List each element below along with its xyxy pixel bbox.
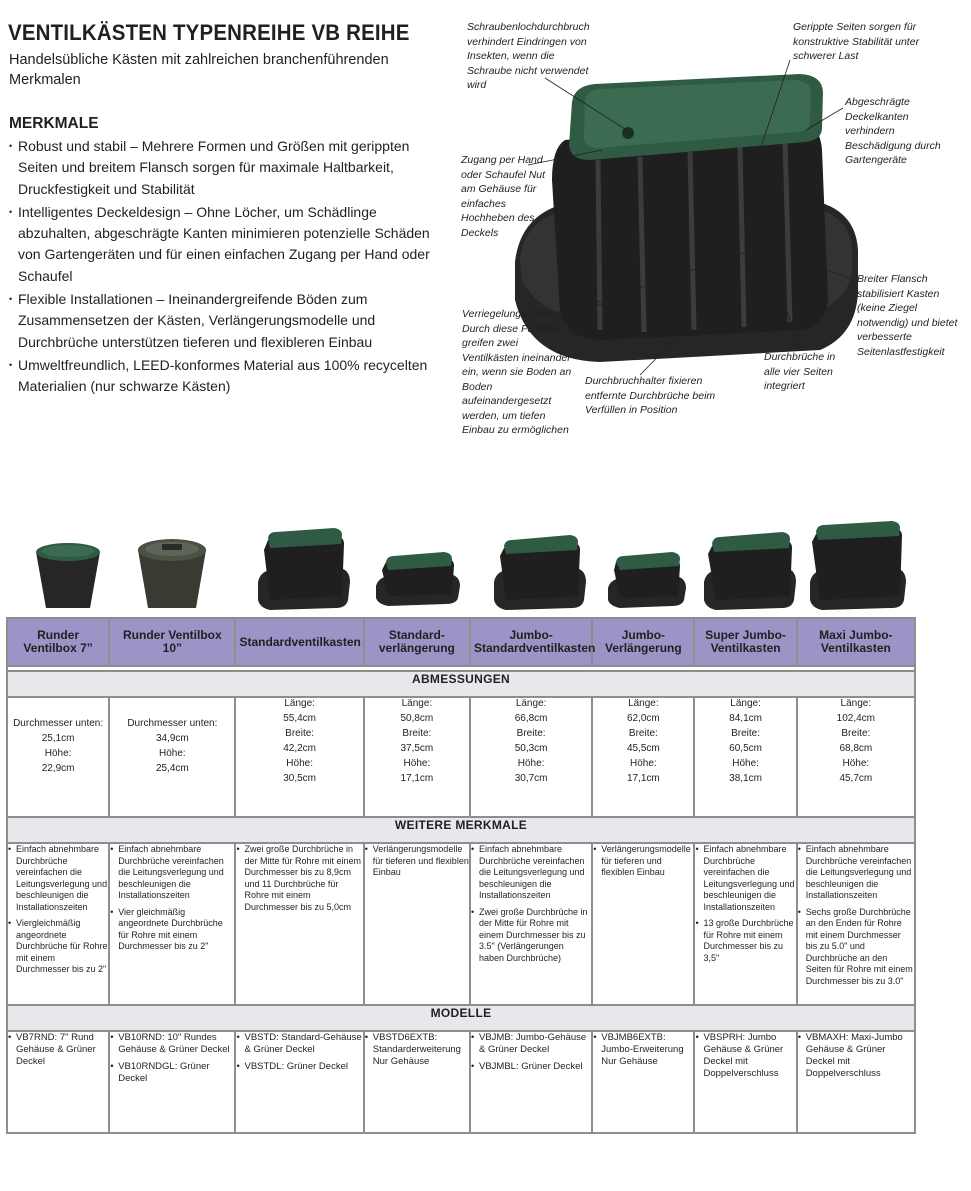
feature-bullet: • Einfach abnehmbare Durchbrüche vereinfachen die Leitungsverlegung und beschleunigen die Installationszeiten xyxy=(8,844,108,913)
page-subtitle: Handelsübliche Kästen mit zahlreichen branchenführenden Merkmalen xyxy=(9,52,389,88)
callout-interlock: Verriegelungsfunktion Durch diese Funktion greifen zwei Ventilkästen ineinander ein, wenn sie Boden an Boden aufeinandergesetzt werden, um tiefen Einbau zu ermöglichen xyxy=(462,308,572,436)
dimension-label: Länge: xyxy=(628,698,659,709)
model-bullet: • VBJMB6EXTB: Jumbo-Erweiterung Nur Gehäuse xyxy=(593,1032,693,1068)
dimension-label: Länge: xyxy=(515,698,547,709)
model-bullet: • VB10RNDGL: Grüner Deckel xyxy=(110,1061,234,1085)
dimension-label: Durchmesser unten: xyxy=(13,718,104,729)
feature-bullet: • Sechs große Durchbrüche an den Enden für Rohre mit einem Durchmesser bis zu 5.0" und Durchbrüche an den Seiten für Rohre mit einem Durchmesser bis zu 3.0" xyxy=(798,907,914,988)
feature-cell xyxy=(694,843,796,1005)
model-cell xyxy=(592,1031,694,1133)
callout-screw-hole: Schraubenlochdurchbruch verhindert Eindringen von Insekten, wenn die Schraube nicht verwendet wird xyxy=(467,21,590,91)
dimension-value: 22,9cm xyxy=(41,763,75,774)
model-cell xyxy=(7,1031,109,1133)
dimension-value: 17,1cm xyxy=(626,773,660,784)
section-row xyxy=(7,1005,915,1031)
standard-box-image xyxy=(254,520,354,612)
model-cell xyxy=(694,1031,796,1133)
dimension-value: 42,2cm xyxy=(283,743,317,754)
column-header: Standard-verlängerung xyxy=(364,618,470,666)
page-title: VENTILKÄSTEN TYPENREIHE VB REIHE xyxy=(8,20,410,45)
dimension-value: 62,0cm xyxy=(626,713,660,724)
dimension-label: Länge: xyxy=(730,698,761,709)
dimension-label: Breite: xyxy=(628,728,658,739)
dimension-value: 30,5cm xyxy=(283,773,317,784)
section-title-models: MODELLE xyxy=(7,1005,915,1031)
dimension-label: Durchmesser unten: xyxy=(127,718,218,729)
dimension-value: 30,7cm xyxy=(514,773,548,784)
feature-cell xyxy=(470,843,592,1005)
model-cell xyxy=(364,1031,470,1133)
feature-bullet: • Einfach abnehmbare Durchbrüche vereinfachen die Leitungsverlegung und beschleunigen die Installationszeiten xyxy=(471,844,591,902)
dimension-label: Breite: xyxy=(731,728,761,739)
dimension-label: Länge: xyxy=(284,698,315,709)
dimension-cell xyxy=(592,697,694,817)
dimension-cell xyxy=(364,697,470,817)
jumbo-extension-image xyxy=(604,520,690,612)
model-bullet: • VBJMB: Jumbo-Gehäuse & Grüner Deckel xyxy=(471,1032,591,1056)
model-bullet: • VB10RND: 10" Rundes Gehäuse & Grüner Deckel xyxy=(110,1032,234,1056)
dimension-value: 60,5cm xyxy=(729,743,762,754)
section-title-more-features: WEITERE MERKMALE xyxy=(7,817,915,843)
spec-table xyxy=(6,617,916,1134)
column-header: Runder Ventilbox 10” xyxy=(109,618,235,666)
dimension-label: Höhe: xyxy=(403,758,431,769)
features-heading: MERKMALE xyxy=(9,115,99,132)
maxi-jumbo-box-image xyxy=(806,520,910,612)
model-bullet: • VBSTDL: Grüner Deckel xyxy=(236,1061,362,1073)
standard-extension-image xyxy=(372,520,464,612)
dimension-cell xyxy=(109,697,235,817)
dimension-value: 102,4cm xyxy=(836,713,876,724)
column-header: Super Jumbo-Ventilkasten xyxy=(694,618,796,666)
models-row xyxy=(7,1031,915,1133)
dimension-value: 50,3cm xyxy=(514,743,548,754)
dimension-value: 38,1cm xyxy=(729,773,762,784)
feature-cell xyxy=(592,843,694,1005)
dimension-label: Höhe: xyxy=(44,748,72,759)
model-bullet: • VBJMBL: Grüner Deckel xyxy=(471,1061,591,1073)
column-header: Standardventilkasten xyxy=(235,618,363,666)
dimension-cell xyxy=(797,697,915,817)
dimension-cell xyxy=(470,697,592,817)
feature-item: • Umweltfreundlich, LEED-konformes Material aus 100% recycelten Materialien (nur schwarze Kästen) xyxy=(9,355,439,398)
dimension-value: 25,1cm xyxy=(41,733,75,744)
model-bullet: • VBSTD: Standard-Gehäuse & Grüner Deckel xyxy=(236,1032,362,1056)
dimension-label: Höhe: xyxy=(842,758,870,769)
feature-bullet: • Verlängerungsmodelle für tieferen und flexiblen Einbau xyxy=(593,844,693,879)
model-bullet: • VB7RND: 7" Rund Gehäuse & Grüner Deckel xyxy=(8,1032,108,1068)
dimension-label: Länge: xyxy=(401,698,433,709)
dimension-label: Breite: xyxy=(841,728,871,739)
round-box-10-image xyxy=(132,520,212,612)
dimension-value: 55,4cm xyxy=(283,713,317,724)
dimension-cell xyxy=(235,697,363,817)
model-bullet: • VBMAXH: Maxi-Jumbo Gehäuse & Grüner Deckel mit Doppelverschluss xyxy=(798,1032,914,1080)
feature-bullet: • Einfach abnehmbare Durchbrüche vereinfachen die Leitungsverlegung und beschleunigen die Installationszeiten xyxy=(798,844,914,902)
feature-item: • Robust und stabil – Mehrere Formen und Größen mit gerippten Seiten und breitem Flansch sorgen für maximale Haltbarkeit, Druckfestigkeit und Stabilität xyxy=(9,136,439,200)
dimension-label: Länge: xyxy=(840,698,872,709)
dimension-value: 34,9cm xyxy=(155,733,189,744)
dimension-value: 68,8cm xyxy=(839,743,873,754)
dimension-value: 50,8cm xyxy=(400,713,434,724)
callout-knockout-holders: Durchbruchhalter fixieren entfernte Durchbrüche beim Verfüllen in Position xyxy=(585,375,716,416)
model-cell xyxy=(109,1031,235,1133)
section-row xyxy=(7,671,915,697)
dimension-cell xyxy=(7,697,109,817)
model-cell xyxy=(470,1031,592,1133)
super-jumbo-box-image xyxy=(700,520,800,612)
more-features-row xyxy=(7,843,915,1005)
column-header: Runder Ventilbox 7” xyxy=(7,618,109,666)
dimensions-row xyxy=(7,697,915,817)
dimension-label: Höhe: xyxy=(286,758,313,769)
feature-bullet: • 13 große Durchbrüche für Rohre mit einem Durchmesser bis zu 3,5" xyxy=(695,918,795,964)
callout-wide-flange: Breiter Flansch stabilisiert Kasten (keine Ziegel notwendig) und bietet verbesserte Seitenlastfestigkeit xyxy=(857,273,958,358)
feature-bullet: • Verlängerungsmodelle für tieferen und flexiblen Einbau xyxy=(365,844,469,879)
dimension-value: 84,1cm xyxy=(729,713,762,724)
callout-beveled-edges: Abgeschrägte Deckelkanten verhindern Beschädigung durch Gartengeräte xyxy=(845,96,941,166)
dimension-value: 45,7cm xyxy=(839,773,873,784)
dimension-label: Höhe: xyxy=(630,758,657,769)
dimension-label: Höhe: xyxy=(732,758,759,769)
callout-ribbed-sides: Gerippte Seiten sorgen für konstruktive Stabilität unter schwerer Last xyxy=(793,21,920,62)
column-header: Maxi Jumbo-Ventilkasten xyxy=(797,618,915,666)
feature-bullet: • Viergleichmäßig angeordnete Durchbrüche für Rohre mit einem Durchmesser bis zu 2" xyxy=(8,918,108,976)
feature-bullet: • Vier gleichmäßig angeordnete Durchbrüche für Rohre mit einem Durchmesser bis zu 2" xyxy=(110,907,234,953)
feature-item: • Intelligentes Deckeldesign – Ohne Löcher, um Schädlinge abzuhalten, abgeschrägte Kanten minimieren potenzielle Schäden von Gartengeräten und für einen einfachen Zugang per Hand oder Schaufel xyxy=(9,202,439,287)
dimension-value: 66,8cm xyxy=(514,713,548,724)
feature-cell xyxy=(797,843,915,1005)
dimension-value: 45,5cm xyxy=(626,743,660,754)
section-title-dimensions: ABMESSUNGEN xyxy=(7,671,915,697)
dimension-value: 17,1cm xyxy=(400,773,434,784)
feature-cell xyxy=(235,843,363,1005)
dimension-label: Breite: xyxy=(516,728,546,739)
feature-cell xyxy=(109,843,235,1005)
column-header: Jumbo-Verlängerung xyxy=(592,618,694,666)
jumbo-box-image xyxy=(490,520,590,612)
model-cell xyxy=(797,1031,915,1133)
table-header-row xyxy=(7,618,915,666)
model-bullet: • VBSTD6EXTB: Standarderweiterung Nur Gehäuse xyxy=(365,1032,469,1068)
feature-item: • Flexible Installationen – Ineinandergreifende Böden zum Zusammensetzen der Kästen, Verlängerungsmodelle und Durchbrüche unterstützen tieferen und flexibleren Einbau xyxy=(9,289,439,353)
dimension-label: Höhe: xyxy=(159,748,186,759)
feature-bullet: • Einfach abnehmbare Durchbrüche vereinfachen die Leitungsverlegung und beschleunigen die Installationszeiten xyxy=(110,844,234,902)
dimension-label: Breite: xyxy=(402,728,432,739)
dimension-value: 37,5cm xyxy=(400,743,434,754)
callout-hand-access: Zugang per Hand oder Schaufel Nut am Gehäuse für einfaches Hochheben des Deckels xyxy=(461,154,546,239)
feature-cell xyxy=(364,843,470,1005)
callout-knockouts-all-sides: Durchbrüche in alle vier Seiten integriert xyxy=(764,351,836,392)
feature-cell xyxy=(7,843,109,1005)
section-row xyxy=(7,817,915,843)
model-bullet: • VBSPRH: Jumbo Gehäuse & Grüner Deckel mit Doppelverschluss xyxy=(695,1032,795,1080)
model-cell xyxy=(235,1031,363,1133)
dimension-label: Höhe: xyxy=(517,758,545,769)
feature-bullet: • Zwei große Durchbrüche in der Mitte für Rohre mit einem Durchmesser bis zu 3.5" (Verlängerungen haben Durchbrüche) xyxy=(471,907,591,965)
dimension-cell xyxy=(694,697,796,817)
feature-bullet: • Zwei große Durchbrüche in der Mitte für Rohre mit einem Durchmesser bis zu 8,9cm und 11 Durchbrüche für Rohre mit einem Durchmesser bis zu 5,0cm xyxy=(236,844,362,913)
round-box-7-image xyxy=(28,520,108,612)
column-header: Jumbo-Standardventilkasten xyxy=(470,618,592,666)
dimension-value: 25,4cm xyxy=(155,763,189,774)
dimension-label: Breite: xyxy=(285,728,315,739)
feature-bullet: • Einfach abnehmbare Durchbrüche vereinfachen die Leitungsverlegung und beschleunigen die Installationszeiten xyxy=(695,844,795,913)
